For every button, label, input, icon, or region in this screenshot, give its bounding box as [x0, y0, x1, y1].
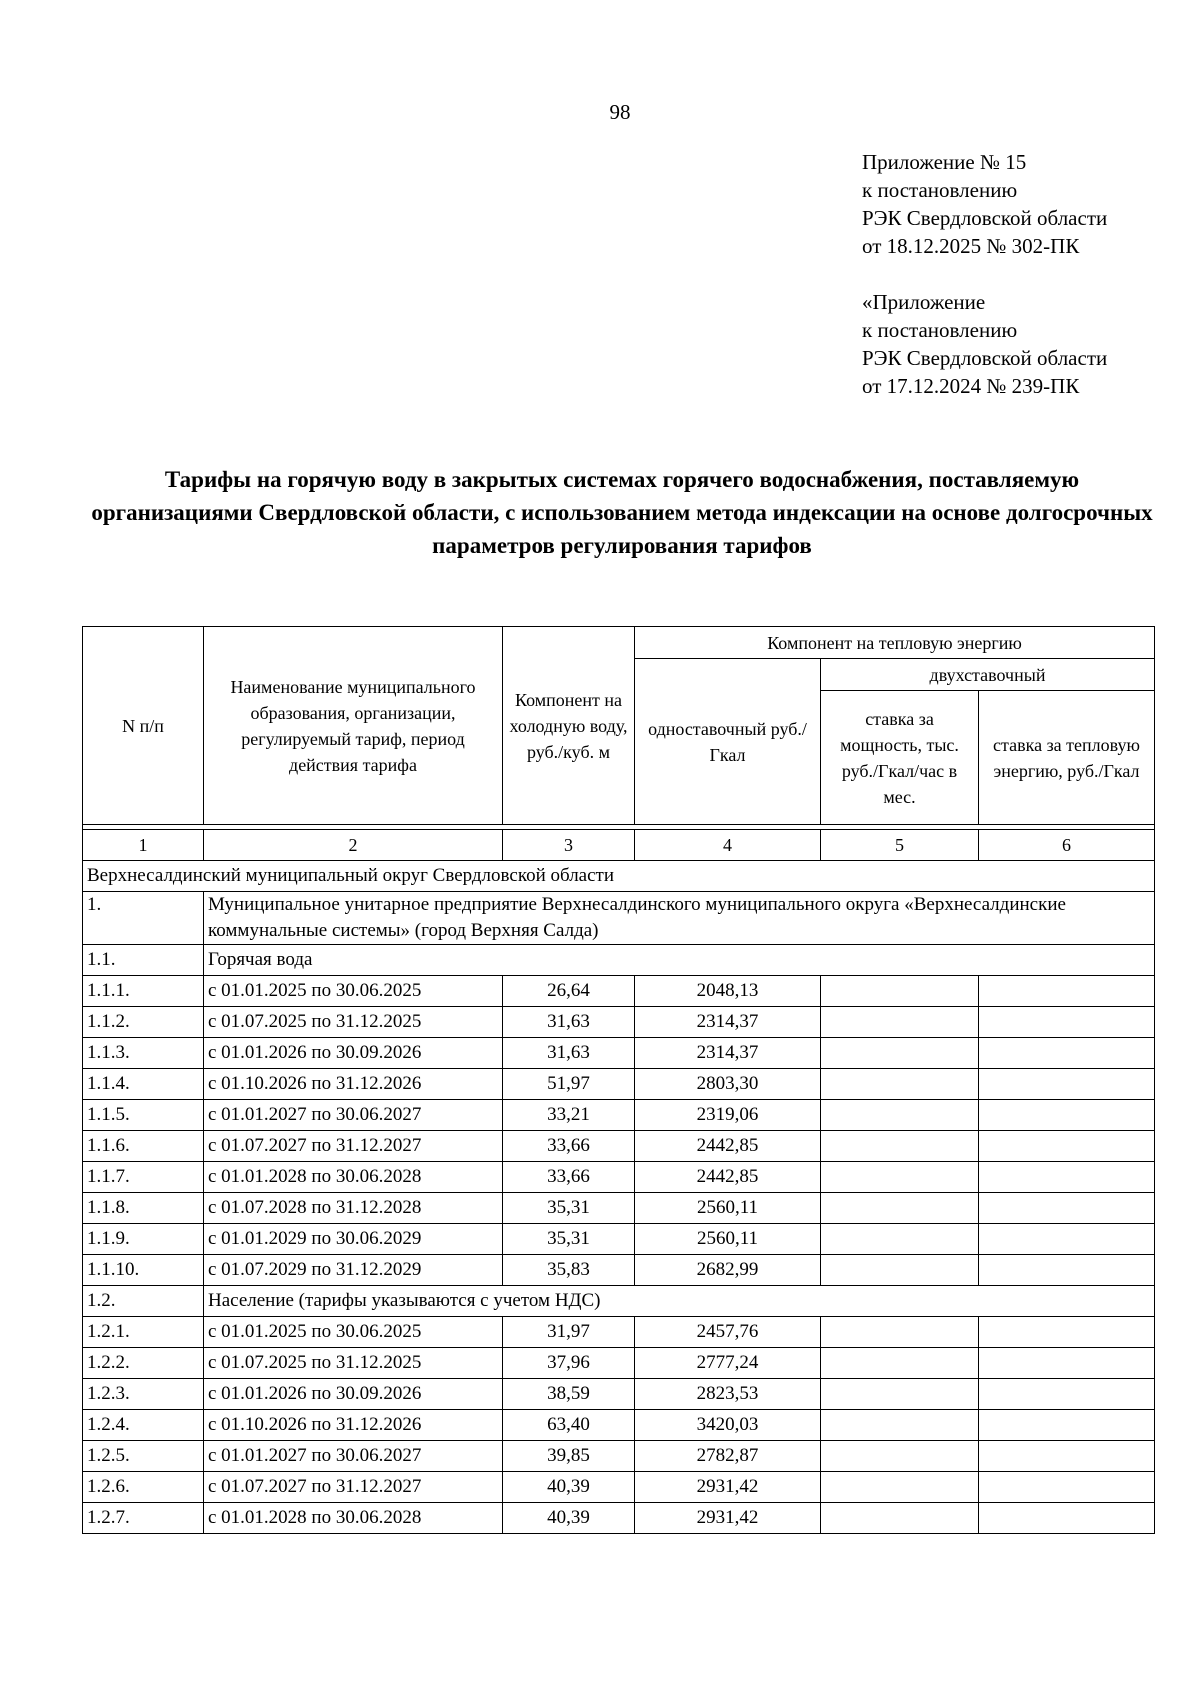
row-capacity-rate — [821, 1162, 979, 1193]
row-single-rate: 2314,37 — [635, 1007, 821, 1038]
group-name: Горячая вода — [204, 945, 1155, 976]
row-single-rate: 2782,87 — [635, 1441, 821, 1472]
appendix-line: от 17.12.2024 № 239-ПК — [862, 374, 1080, 398]
row-period: с 01.01.2028 по 30.06.2028 — [204, 1162, 503, 1193]
row-capacity-rate — [821, 1038, 979, 1069]
group-name: Население (тарифы указываются с учетом НДС) — [204, 1286, 1155, 1317]
appendix-line: «Приложение — [862, 290, 986, 314]
table-row — [83, 1441, 1155, 1472]
header-capacity-rate: ставка за мощность, тыс. руб./Гкал/час в мес. — [821, 691, 979, 825]
group-num: 1.2. — [83, 1286, 204, 1317]
row-capacity-rate — [821, 1224, 979, 1255]
row-capacity-rate — [821, 1255, 979, 1286]
row-single-rate: 2931,42 — [635, 1472, 821, 1503]
row-cold-water: 31,97 — [503, 1317, 635, 1348]
row-period: с 01.07.2029 по 31.12.2029 — [204, 1255, 503, 1286]
row-energy-rate — [979, 1131, 1155, 1162]
row-capacity-rate — [821, 1007, 979, 1038]
row-single-rate: 3420,03 — [635, 1410, 821, 1441]
header-cold-water: Компонент на холодную воду, руб./куб. м — [503, 627, 635, 825]
appendix-line: к постановлению — [862, 178, 1018, 202]
row-period: с 01.01.2026 по 30.09.2026 — [204, 1379, 503, 1410]
table-row — [83, 1038, 1155, 1069]
row-energy-rate — [979, 1007, 1155, 1038]
row-num: 1.2.1. — [83, 1317, 204, 1348]
row-period: с 01.01.2027 по 30.06.2027 — [204, 1100, 503, 1131]
page-number: 98 — [609, 100, 631, 124]
row-cold-water: 33,21 — [503, 1100, 635, 1131]
row-cold-water: 51,97 — [503, 1069, 635, 1100]
document-title: Тарифы на горячую воду в закрытых системах горячего водоснабжения, поставляемую организациями Свердловской области, с использованием метода индексации на основе долгосрочных параметров регулирования тарифов — [91, 467, 1153, 558]
appendix-previous — [862, 288, 1107, 400]
row-num: 1.2.3. — [83, 1379, 204, 1410]
row-cold-water: 39,85 — [503, 1441, 635, 1472]
row-cold-water: 33,66 — [503, 1162, 635, 1193]
table-row — [83, 1193, 1155, 1224]
row-num: 1.2.5. — [83, 1441, 204, 1472]
row-num: 1.1.1. — [83, 976, 204, 1007]
table-row — [83, 1472, 1155, 1503]
row-period: с 01.07.2027 по 31.12.2027 — [204, 1131, 503, 1162]
row-capacity-rate — [821, 1193, 979, 1224]
row-num: 1.1.9. — [83, 1224, 204, 1255]
group-num: 1.1. — [83, 945, 204, 976]
row-period: с 01.01.2025 по 30.06.2025 — [204, 976, 503, 1007]
row-energy-rate — [979, 1069, 1155, 1100]
row-num: 1.1.5. — [83, 1100, 204, 1131]
row-single-rate: 2931,42 — [635, 1503, 821, 1534]
row-cold-water: 63,40 — [503, 1410, 635, 1441]
appendix-line: к постановлению — [862, 318, 1018, 342]
table-row — [83, 1007, 1155, 1038]
row-num: 1.2.2. — [83, 1348, 204, 1379]
row-single-rate: 2777,24 — [635, 1348, 821, 1379]
column-number: 1 — [83, 830, 204, 861]
row-period: с 01.07.2025 по 31.12.2025 — [204, 1348, 503, 1379]
appendix-line: РЭК Свердловской области — [862, 206, 1108, 230]
row-num: 1.2.6. — [83, 1472, 204, 1503]
row-period: с 01.01.2027 по 30.06.2027 — [204, 1441, 503, 1472]
row-num: 1.1.7. — [83, 1162, 204, 1193]
row-capacity-rate — [821, 1503, 979, 1534]
row-capacity-rate — [821, 1317, 979, 1348]
column-number: 5 — [821, 830, 979, 861]
table-row — [83, 1379, 1155, 1410]
row-single-rate: 2442,85 — [635, 1162, 821, 1193]
table-row — [83, 1069, 1155, 1100]
row-cold-water: 40,39 — [503, 1503, 635, 1534]
row-single-rate: 2314,37 — [635, 1038, 821, 1069]
header-single-rate: одноставочный руб./Гкал — [635, 659, 821, 825]
table-row — [83, 1162, 1155, 1193]
row-num: 1.1.2. — [83, 1007, 204, 1038]
row-capacity-rate — [821, 1131, 979, 1162]
table-row — [83, 976, 1155, 1007]
appendix-current — [862, 148, 1107, 260]
row-energy-rate — [979, 1441, 1155, 1472]
row-num: 1.1.8. — [83, 1193, 204, 1224]
row-cold-water: 40,39 — [503, 1472, 635, 1503]
header-name: Наименование муниципального образования, организации, регулируемый тариф, период действия тарифа — [204, 627, 503, 825]
row-energy-rate — [979, 976, 1155, 1007]
header-two-rate: двухставочный — [821, 659, 1155, 691]
row-period: с 01.01.2029 по 30.06.2029 — [204, 1224, 503, 1255]
row-energy-rate — [979, 1472, 1155, 1503]
header-num: N п/п — [83, 627, 204, 825]
row-single-rate: 2319,06 — [635, 1100, 821, 1131]
municipality-row: Верхнесалдинский муниципальный округ Свердловской области — [83, 861, 1155, 892]
appendix-line: от 18.12.2025 № 302-ПК — [862, 234, 1080, 258]
row-energy-rate — [979, 1503, 1155, 1534]
row-cold-water: 35,31 — [503, 1193, 635, 1224]
table-row — [83, 1255, 1155, 1286]
row-capacity-rate — [821, 1472, 979, 1503]
row-capacity-rate — [821, 1410, 979, 1441]
table-row — [83, 1224, 1155, 1255]
column-number: 2 — [204, 830, 503, 861]
table-row — [83, 1348, 1155, 1379]
row-capacity-rate — [821, 1069, 979, 1100]
row-energy-rate — [979, 1348, 1155, 1379]
row-capacity-rate — [821, 1379, 979, 1410]
row-period: с 01.10.2026 по 31.12.2026 — [204, 1410, 503, 1441]
row-period: с 01.07.2028 по 31.12.2028 — [204, 1193, 503, 1224]
column-number: 4 — [635, 830, 821, 861]
row-period: с 01.01.2026 по 30.09.2026 — [204, 1038, 503, 1069]
row-num: 1.1.4. — [83, 1069, 204, 1100]
row-energy-rate — [979, 1100, 1155, 1131]
row-capacity-rate — [821, 1348, 979, 1379]
organization-name: Муниципальное унитарное предприятие Верхнесалдинского муниципального округа «Верхнесалдинские коммунальные системы» (город Верхняя Салда) — [204, 892, 1155, 945]
row-single-rate: 2048,13 — [635, 976, 821, 1007]
row-single-rate: 2682,99 — [635, 1255, 821, 1286]
row-single-rate: 2823,53 — [635, 1379, 821, 1410]
row-energy-rate — [979, 1193, 1155, 1224]
row-single-rate: 2560,11 — [635, 1193, 821, 1224]
row-cold-water: 31,63 — [503, 1038, 635, 1069]
row-energy-rate — [979, 1317, 1155, 1348]
row-capacity-rate — [821, 976, 979, 1007]
row-period: с 01.07.2025 по 31.12.2025 — [204, 1007, 503, 1038]
appendix-line: Приложение № 15 — [862, 150, 1027, 174]
row-energy-rate — [979, 1162, 1155, 1193]
row-cold-water: 37,96 — [503, 1348, 635, 1379]
row-energy-rate — [979, 1224, 1155, 1255]
row-cold-water: 31,63 — [503, 1007, 635, 1038]
header-energy-rate: ставка за тепловую энергию, руб./Гкал — [979, 691, 1155, 825]
table-row — [83, 1100, 1155, 1131]
row-single-rate: 2803,30 — [635, 1069, 821, 1100]
row-capacity-rate — [821, 1441, 979, 1472]
row-energy-rate — [979, 1379, 1155, 1410]
row-num: 1.2.4. — [83, 1410, 204, 1441]
row-cold-water: 26,64 — [503, 976, 635, 1007]
row-single-rate: 2457,76 — [635, 1317, 821, 1348]
row-energy-rate — [979, 1255, 1155, 1286]
row-period: с 01.01.2025 по 30.06.2025 — [204, 1317, 503, 1348]
row-num: 1.1.6. — [83, 1131, 204, 1162]
organization-num: 1. — [83, 892, 204, 945]
row-energy-rate — [979, 1038, 1155, 1069]
row-num: 1.1.10. — [83, 1255, 204, 1286]
column-number: 3 — [503, 830, 635, 861]
row-cold-water: 38,59 — [503, 1379, 635, 1410]
row-single-rate: 2560,11 — [635, 1224, 821, 1255]
row-period: с 01.07.2027 по 31.12.2027 — [204, 1472, 503, 1503]
row-single-rate: 2442,85 — [635, 1131, 821, 1162]
row-cold-water: 33,66 — [503, 1131, 635, 1162]
table-row — [83, 1503, 1155, 1534]
table-row — [83, 1131, 1155, 1162]
appendix-line: РЭК Свердловской области — [862, 346, 1108, 370]
table-row — [83, 1410, 1155, 1441]
header-heat-component: Компонент на тепловую энергию — [635, 627, 1155, 659]
row-cold-water: 35,31 — [503, 1224, 635, 1255]
row-period: с 01.10.2026 по 31.12.2026 — [204, 1069, 503, 1100]
row-period: с 01.01.2028 по 30.06.2028 — [204, 1503, 503, 1534]
row-num: 1.2.7. — [83, 1503, 204, 1534]
row-num: 1.1.3. — [83, 1038, 204, 1069]
column-number: 6 — [979, 830, 1155, 861]
tariff-table — [82, 626, 1155, 1534]
row-cold-water: 35,83 — [503, 1255, 635, 1286]
row-capacity-rate — [821, 1100, 979, 1131]
table-row — [83, 1317, 1155, 1348]
row-energy-rate — [979, 1410, 1155, 1441]
